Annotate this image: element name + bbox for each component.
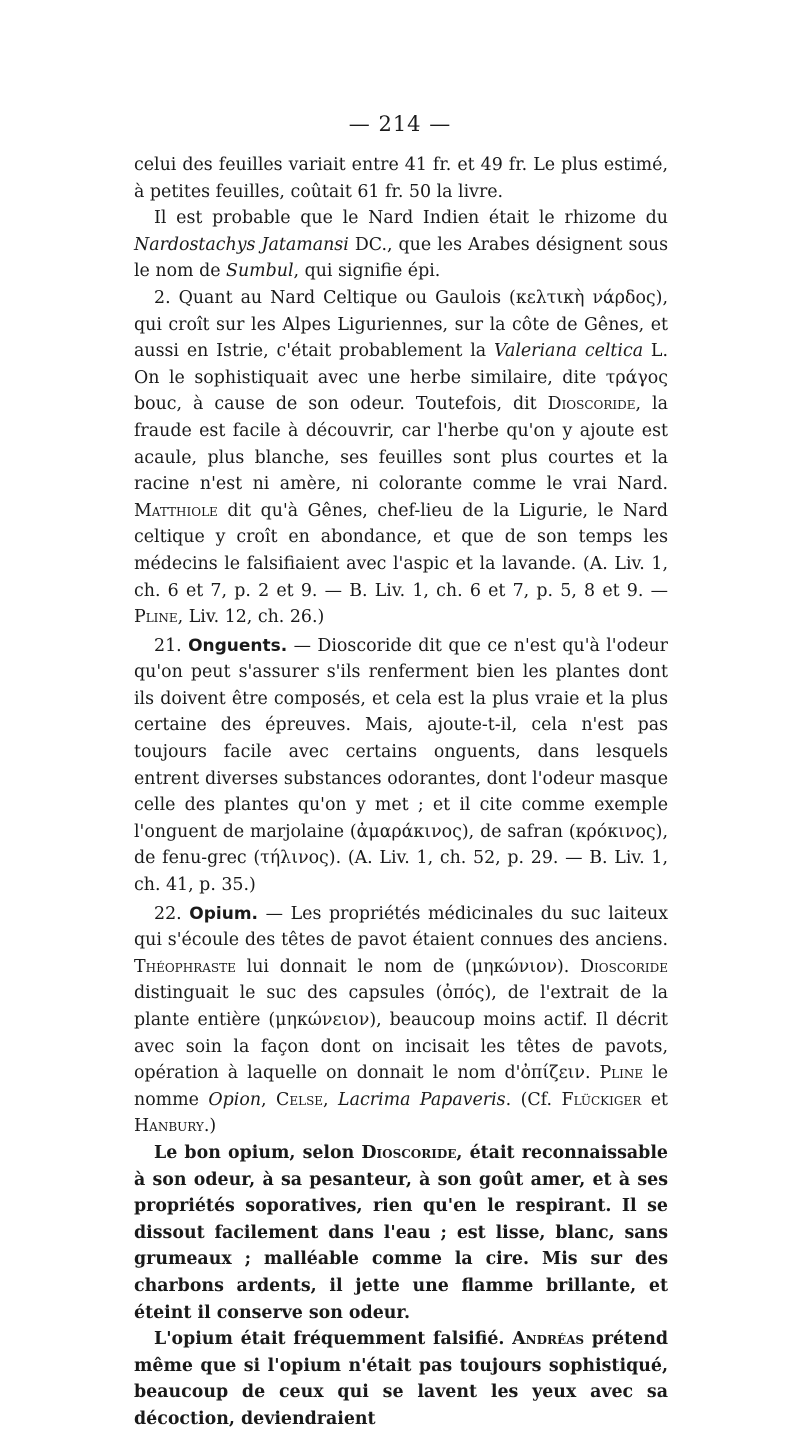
section-heading-onguents: Onguents. [188,635,288,656]
author-name: Dioscoride [580,956,668,977]
paragraph-opium-falsifie: L'opium était fréquemment falsifié. Andréas prétend même que si l'opium n'était pas toujours sophistiqué, beaucoup de ceux qui se lavent les yeux avec sa décoction, deviendraient [134,1329,668,1429]
author-name: Pline [134,607,178,628]
author-name: Andréas [512,1329,585,1350]
term-italic: Lacrima Papaveris [338,1089,506,1110]
paragraph-continuation: celui des feuilles variait entre 41 fr. et 49 fr. Le plus estimé, à petites feuilles, coûtait 61 fr. 50 la livre. [134,155,668,202]
paragraph-onguents: 21. Onguents. — Dioscoride dit que ce n'est qu'à l'odeur qu'on peut s'assurer s'ils renferment bien les plantes dont ils doivent être composés, et cela est la plus vraie et la plus certaine des épreuves. Mais, ajoute-t-il, cela n'est pas toujours facile avec certains onguents, dans lesquels entrent diverses substances odorantes, dont l'odeur masque celle des plantes qu'on y met ; et il cite comme exemple l'onguent de marjolaine (ἀμαράκινος), de safran (κρόκινος), de fenu-grec (τήλινος). (A. Liv. 1, ch. 52, p. 29. — B. Liv. 1, ch. 41, p. 35.) [134,635,669,896]
taxon-name: Nardostachys Jatamansi [134,234,349,255]
section-heading-opium: Opium. [189,903,259,924]
paragraph-bon-opium: Le bon opium, selon Dioscoride, était reconnaissable à son odeur, à sa pesanteur, à son goût amer, et à ses propriétés soporatives, rien qu'en le respirant. Il se dissout facilement dans l'eau ; est lisse, blanc, sans grumeaux ; malléable comme la cire. Mis sur des charbons ardents, il jette une flamme brillante, et éteint il conserve son odeur. [134,1142,668,1323]
body-text [134,152,668,1433]
author-name: Hanbury [134,1116,204,1137]
author-name: Matthiole [134,500,218,521]
author-name: Celse [276,1089,324,1110]
paragraph-nard-celtique: 2. Quant au Nard Celtique ou Gaulois (κελτικὴ νάρδος), qui croît sur les Alpes Liguriennes, sur la côte de Gênes, et aussi en Istrie, c'était probablement la Valeriana celtica L. On le sophistiquait avec une herbe similaire, dite τράγος bouc, à cause de son odeur. Toutefois, dit Dioscoride, la fraude est facile à découvrir, car l'herbe qu'on y ajoute est acaule, plus blanche, ses feuilles sont plus courtes et la racine n'est ni amère, ni colorante comme le vrai Nard. Matthiole dit qu'à Gênes, chef-lieu de la Ligurie, le Nard celtique y croît en abondance, et que de son temps les médecins le falsifiaient avec l'aspic et la lavande. (A. Liv. 1, ch. 6 et 7, p. 2 et 9. — B. Liv. 1, ch. 6 et 7, p. 5, 8 et 9. — Pline, Liv. 12, ch. 26.) [134,287,669,628]
term-italic: Opion [208,1089,262,1110]
term-italic: Sumbul [226,261,294,282]
paragraph-nard-indien: Il est probable que le Nard Indien était le rhizome du Nardostachys Jatamansi DC., que les Arabes désignent sous le nom de Sumbul, qui signifie épi. [134,208,668,282]
author-name: Dioscoride [361,1142,457,1163]
author-name: Dioscoride [547,394,636,415]
taxon-name: Valeriana celtica [494,341,644,362]
author-name: Flückiger [561,1089,642,1110]
author-name: Théophraste [134,956,236,977]
author-name: Pline [599,1063,644,1084]
page-number: — 214 — [348,112,452,136]
paragraph-opium: 22. Opium. — Les propriétés médicinales du suc laiteux qui s'écoule des têtes de pavot étaient connues des anciens. Théophraste lui donnait le nom de (μηκώνιον). Dioscoride distinguait le suc des capsules (ὀπός), de l'extrait de la plante entière (μηκώνειον), beaucoup moins actif. Il décrit avec soin la façon dont on incisait les têtes de pavots, opération à laquelle on donnait le nom d'ὀπίζειν. Pline le nomme Opion, Celse, Lacrima Papaveris. (Cf. Flückiger et Hanbury.) [134,903,669,1137]
